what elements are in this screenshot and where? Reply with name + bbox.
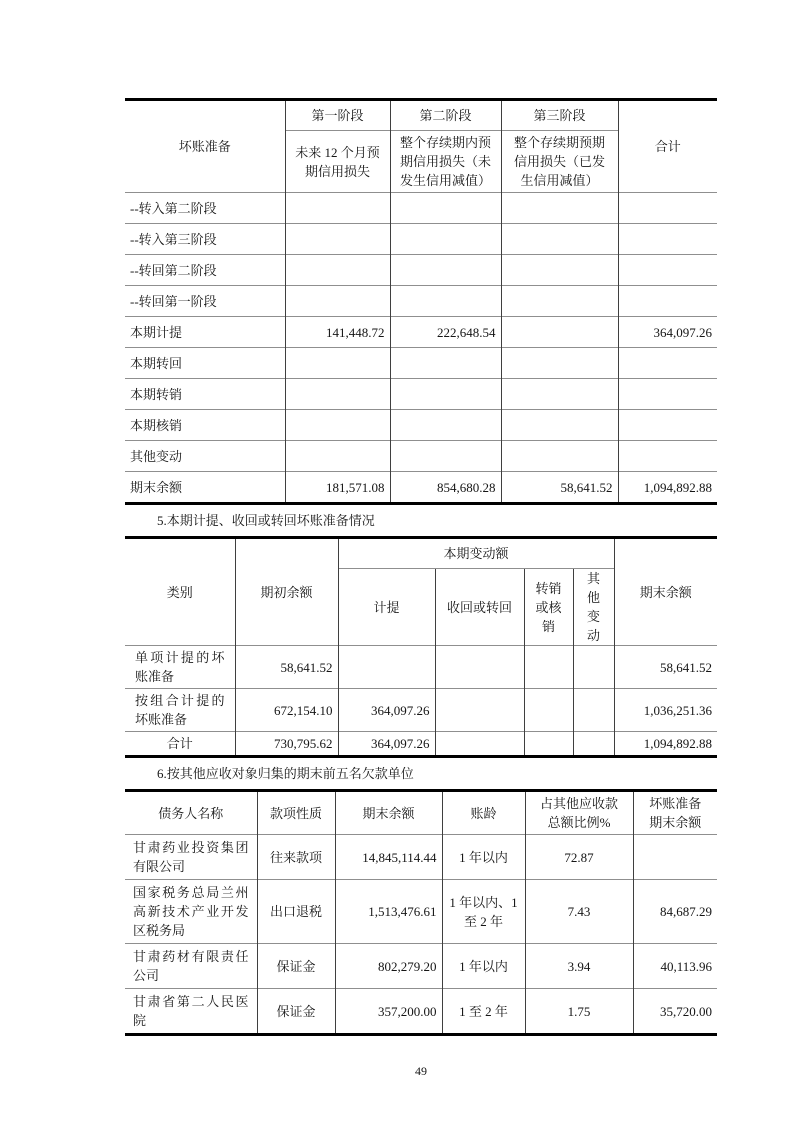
row-label: 本期计提 [125, 317, 285, 348]
stage1-value [285, 379, 390, 410]
stage-header-row [125, 100, 717, 131]
stage3-value [501, 193, 618, 224]
closing-balance-header: 期末余额 [614, 538, 717, 646]
nature-cell: 出口退税 [257, 880, 335, 944]
aging-cell: 1 年以内 [442, 944, 525, 989]
balance-cell: 1,513,476.61 [335, 880, 442, 944]
row-label: 本期转回 [125, 348, 285, 379]
row-label: --转入第二阶段 [125, 193, 285, 224]
opening-value: 58,641.52 [235, 646, 338, 689]
provision-cell: 35,720.00 [633, 989, 717, 1035]
stage2-header: 第二阶段 [390, 100, 501, 131]
stage2-subheader: 整个存续期内预期信用损失（未发生信用减值） [390, 131, 501, 193]
category-cell: 单项计提的坏账准备 [125, 646, 235, 689]
provision-cell: 84,687.29 [633, 880, 717, 944]
table-row [125, 379, 717, 410]
stage1-value [285, 193, 390, 224]
stage2-value: 222,648.54 [390, 317, 501, 348]
writeoff-value [524, 732, 573, 757]
row-label: --转回第二阶段 [125, 255, 285, 286]
other-change-value [573, 732, 614, 757]
total-value [618, 348, 717, 379]
ratio-header-text: 占其他应收款总额比例% [539, 796, 618, 830]
table-row [125, 989, 717, 1035]
closing-value: 58,641.52 [614, 646, 717, 689]
nature-cell: 保证金 [257, 944, 335, 989]
category-cell: 按组合计提的坏账准备 [125, 689, 235, 732]
opening-balance-header: 期初余额 [235, 538, 338, 646]
stage2-value [390, 224, 501, 255]
ratio-cell: 3.94 [525, 944, 633, 989]
stage1-value [285, 255, 390, 286]
page-number: 49 [415, 1064, 427, 1078]
provision-header-text: 坏账准备期末余额 [649, 796, 702, 830]
table-row [125, 689, 717, 732]
table-row [125, 317, 717, 348]
top-debtors-table [125, 789, 717, 1036]
opening-value: 730,795.62 [235, 732, 338, 757]
change-group-header: 本期变动额 [338, 538, 614, 569]
section-5-title: 5.本期计提、收回或转回坏账准备情况 [157, 513, 375, 528]
balance-cell: 357,200.00 [335, 989, 442, 1035]
debtor-name-cell: 国家税务总局兰州高新技术产业开发区税务局 [125, 880, 257, 944]
table-row [125, 441, 717, 472]
table-row [125, 348, 717, 379]
accrual-value: 364,097.26 [338, 732, 435, 757]
stage2-value [390, 255, 501, 286]
ratio-header [525, 791, 633, 835]
aging-cell: 1 至 2 年 [442, 989, 525, 1035]
accrual-header: 计提 [338, 569, 435, 646]
debtor-name-cell: 甘肃药材有限责任公司 [125, 944, 257, 989]
recover-header: 收回或转回 [435, 569, 524, 646]
accrual-value: 364,097.26 [338, 689, 435, 732]
closing-value: 1,094,892.88 [614, 732, 717, 757]
stage2-value [390, 286, 501, 317]
writeoff-header-text: 转销或核销 [535, 580, 562, 634]
total-value [618, 255, 717, 286]
total-value [618, 441, 717, 472]
aging-header: 账龄 [442, 791, 525, 835]
recover-value [435, 689, 524, 732]
table-row [125, 410, 717, 441]
total-value [618, 193, 717, 224]
stage3-header: 第三阶段 [501, 100, 618, 131]
debtor-header-row [125, 791, 717, 835]
total-value [618, 224, 717, 255]
provision-header [633, 791, 717, 835]
other-change-header-text: 其他变动 [586, 571, 600, 643]
stage3-value [501, 410, 618, 441]
stage2-value [390, 441, 501, 472]
table-row [125, 646, 717, 689]
stage3-value [501, 379, 618, 410]
writeoff-header [524, 569, 573, 646]
stage1-value: 141,448.72 [285, 317, 390, 348]
category-cell: 合计 [125, 732, 235, 757]
table-row [125, 472, 717, 504]
stage2-value: 854,680.28 [390, 472, 501, 504]
other-change-value [573, 689, 614, 732]
stage3-value [501, 224, 618, 255]
total-header: 合计 [618, 100, 717, 193]
table-row [125, 224, 717, 255]
debtor-name-cell: 甘肃药业投资集团有限公司 [125, 835, 257, 880]
change-header-row [125, 538, 717, 569]
bad-debt-stage-table [125, 98, 717, 505]
table-row [125, 286, 717, 317]
row-label: --转入第三阶段 [125, 224, 285, 255]
aging-cell: 1 年以内 [442, 835, 525, 880]
stage1-value [285, 224, 390, 255]
stage3-value: 58,641.52 [501, 472, 618, 504]
recover-value [435, 646, 524, 689]
stage1-value [285, 410, 390, 441]
stage3-value [501, 441, 618, 472]
table-row [125, 880, 717, 944]
writeoff-value [524, 689, 573, 732]
accrual-value [338, 646, 435, 689]
category-header: 类别 [125, 538, 235, 646]
stage3-value [501, 255, 618, 286]
nature-header: 款项性质 [257, 791, 335, 835]
debtor-name-cell: 甘肃省第二人民医院 [125, 989, 257, 1035]
nature-cell: 保证金 [257, 989, 335, 1035]
other-change-header [573, 569, 614, 646]
balance-header: 期末余额 [335, 791, 442, 835]
balance-cell: 14,845,114.44 [335, 835, 442, 880]
debtor-name-header: 债务人名称 [125, 791, 257, 835]
total-value: 364,097.26 [618, 317, 717, 348]
provision-cell [633, 835, 717, 880]
stage2-value [390, 193, 501, 224]
ratio-cell: 72.87 [525, 835, 633, 880]
stage2-value [390, 410, 501, 441]
stage3-value [501, 286, 618, 317]
table-row [125, 255, 717, 286]
stage1-value [285, 286, 390, 317]
stage1-value [285, 441, 390, 472]
corner-header: 坏账准备 [125, 100, 285, 193]
balance-cell: 802,279.20 [335, 944, 442, 989]
stage2-value [390, 348, 501, 379]
total-value [618, 379, 717, 410]
stage1-value [285, 348, 390, 379]
row-label: 本期核销 [125, 410, 285, 441]
section-6-title: 6.按其他应收对象归集的期末前五名欠款单位 [157, 766, 414, 781]
stage1-header: 第一阶段 [285, 100, 390, 131]
total-value: 1,094,892.88 [618, 472, 717, 504]
row-label: 本期转销 [125, 379, 285, 410]
stage1-subheader: 未来 12 个月预期信用损失 [285, 131, 390, 193]
ratio-cell: 1.75 [525, 989, 633, 1035]
provision-cell: 40,113.96 [633, 944, 717, 989]
writeoff-value [524, 646, 573, 689]
recover-value [435, 732, 524, 757]
stage1-value: 181,571.08 [285, 472, 390, 504]
table-row [125, 193, 717, 224]
provision-change-table [125, 536, 717, 758]
stage3-subheader: 整个存续期预期信用损失（已发生信用减值） [501, 131, 618, 193]
ratio-cell: 7.43 [525, 880, 633, 944]
stage2-value [390, 379, 501, 410]
row-label: --转回第一阶段 [125, 286, 285, 317]
opening-value: 672,154.10 [235, 689, 338, 732]
table-row [125, 835, 717, 880]
aging-cell: 1 年以内、1 至 2 年 [442, 880, 525, 944]
stage3-value [501, 348, 618, 379]
other-change-value [573, 646, 614, 689]
row-label: 其他变动 [125, 441, 285, 472]
total-value [618, 286, 717, 317]
row-label: 期末余额 [125, 472, 285, 504]
table-row [125, 944, 717, 989]
total-value [618, 410, 717, 441]
stage3-value [501, 317, 618, 348]
total-row [125, 732, 717, 757]
closing-value: 1,036,251.36 [614, 689, 717, 732]
nature-cell: 往来款项 [257, 835, 335, 880]
